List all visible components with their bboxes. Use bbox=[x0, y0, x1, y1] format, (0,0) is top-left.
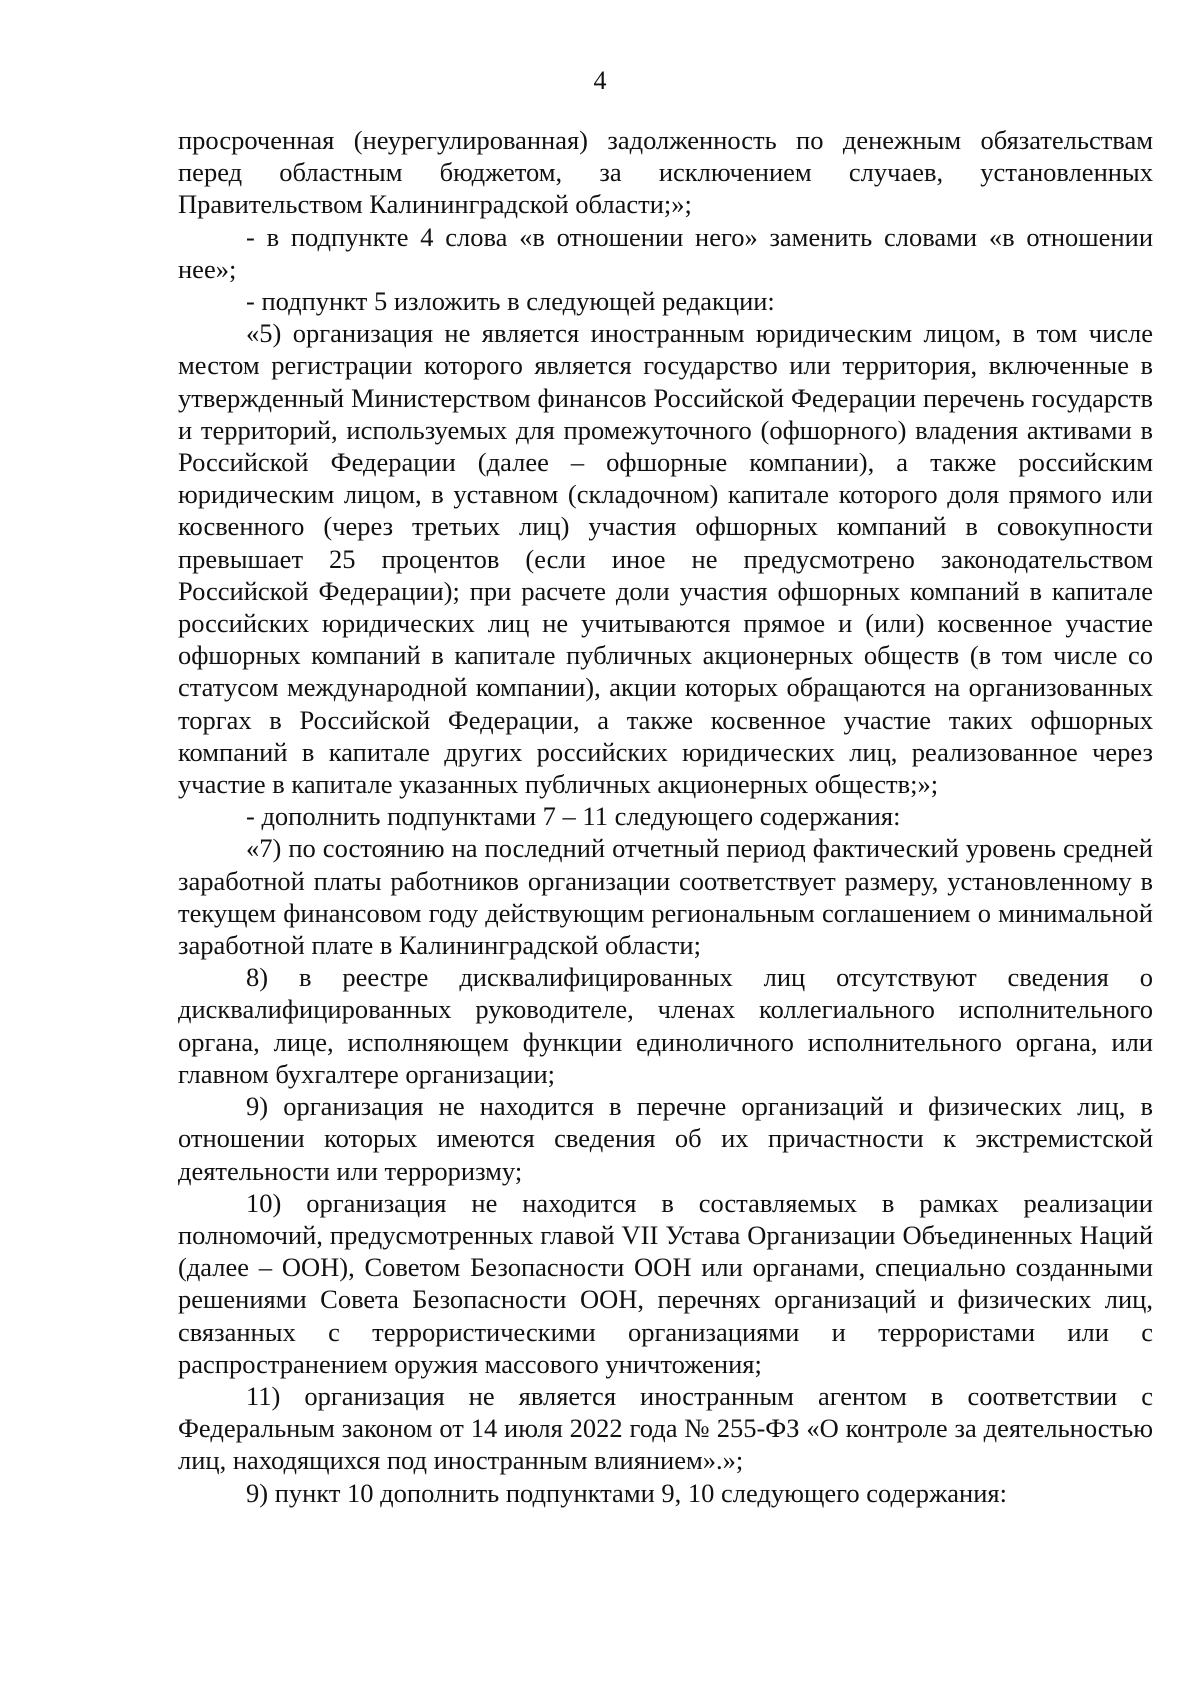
paragraph-subitem-9: 9) организация не находится в перечне организаций и физических лиц, в отношении которых имеются сведения об их причастности к экстремистской деятельности или терроризму; bbox=[178, 1091, 1153, 1186]
page-number: 4 bbox=[593, 66, 607, 95]
paragraph-subitem-5-heading: - подпункт 5 изложить в следующей редакции: bbox=[246, 286, 775, 317]
paragraph-add-subitems-heading: - дополнить подпунктами 7 – 11 следующего содержания: bbox=[246, 801, 901, 832]
paragraph-subitem-11: 11) организация не является иностранным агентом в соответствии с Федеральным законом от 14 июля 2022 года № 255-ФЗ «О контроле за деятельностью лиц, находящихся под иностранным влиянием».»; bbox=[178, 1380, 1153, 1476]
paragraph-subitem-4-amendment: - в подпункте 4 слова «в отношении него» заменить словами «в отношении нее»; bbox=[178, 221, 1153, 284]
paragraph-item-9: 9) пункт 10 дополнить подпунктами 9, 10 следующего содержания: bbox=[246, 1477, 1007, 1508]
paragraph-subitem-8: 8) в реестре дисквалифицированных лиц отсутствуют сведения о дисквалифицированных руководителе, членах коллегиального исполнительного органа, лице, исполняющем функции единоличного исполнительного органа, или главном бухгалтере организации; bbox=[178, 962, 1153, 1089]
paragraph-subitem-7: «7) по состоянию на последний отчетный период фактический уровень средней заработной платы работников организации соответствует размеру, установленному в текущем финансовом году действующим региональным соглашением о минимальной заработной плате в Калининградской области; bbox=[178, 833, 1153, 961]
document-body bbox=[178, 124, 1153, 1509]
paragraph-continuation: просроченная (неурегулированная) задолженность по денежным обязательствам перед областным бюджетом, за исключением случаев, установленных Правительством Калининградской области;»; bbox=[178, 125, 1153, 220]
paragraph-subitem-10: 10) организация не находится в составляемых в рамках реализации полномочий, предусмотренных главой VII Устава Организации Объединенных Наций (далее – ООН), Советом Безопасности ООН или органами, специально созданными решениями Совета Безопасности ООН, перечнях организаций и физических лиц, связанных с террористическими организациями и террористами или с распространением оружия массового уничтожения; bbox=[178, 1187, 1153, 1379]
paragraph-subitem-5-text: «5) организация не является иностранным юридическим лицом, в том числе местом регистрации которого является государство или территория, включенные в утвержденный Министерством финансов Российской Федерации перечень государств и территорий, используемых для промежуточного (офшорного) владения активами в Российской Федерации (далее – офшорные компании), а также российским юридическим лицом, в уставном (складочном) капитале которого доля прямого или косвенного (через третьих лиц) участия офшорных компаний в совокупности превышает 25 процентов (если иное не предусмотрено законодательством Российской Федерации); при расчете доли участия офшорных компаний в капитале российских юридических лиц не учитываются прямое и (или) косвенное участие офшорных компаний в капитале публичных акционерных обществ (в том числе со статусом международной компании), акции которых обращаются на организованных торгах в Российской Федерации, а также косвенное участие таких офшорных компаний в капитале других российских юридических лиц, реализованное через участие в капитале указанных публичных акционерных обществ;»; bbox=[178, 318, 1153, 800]
